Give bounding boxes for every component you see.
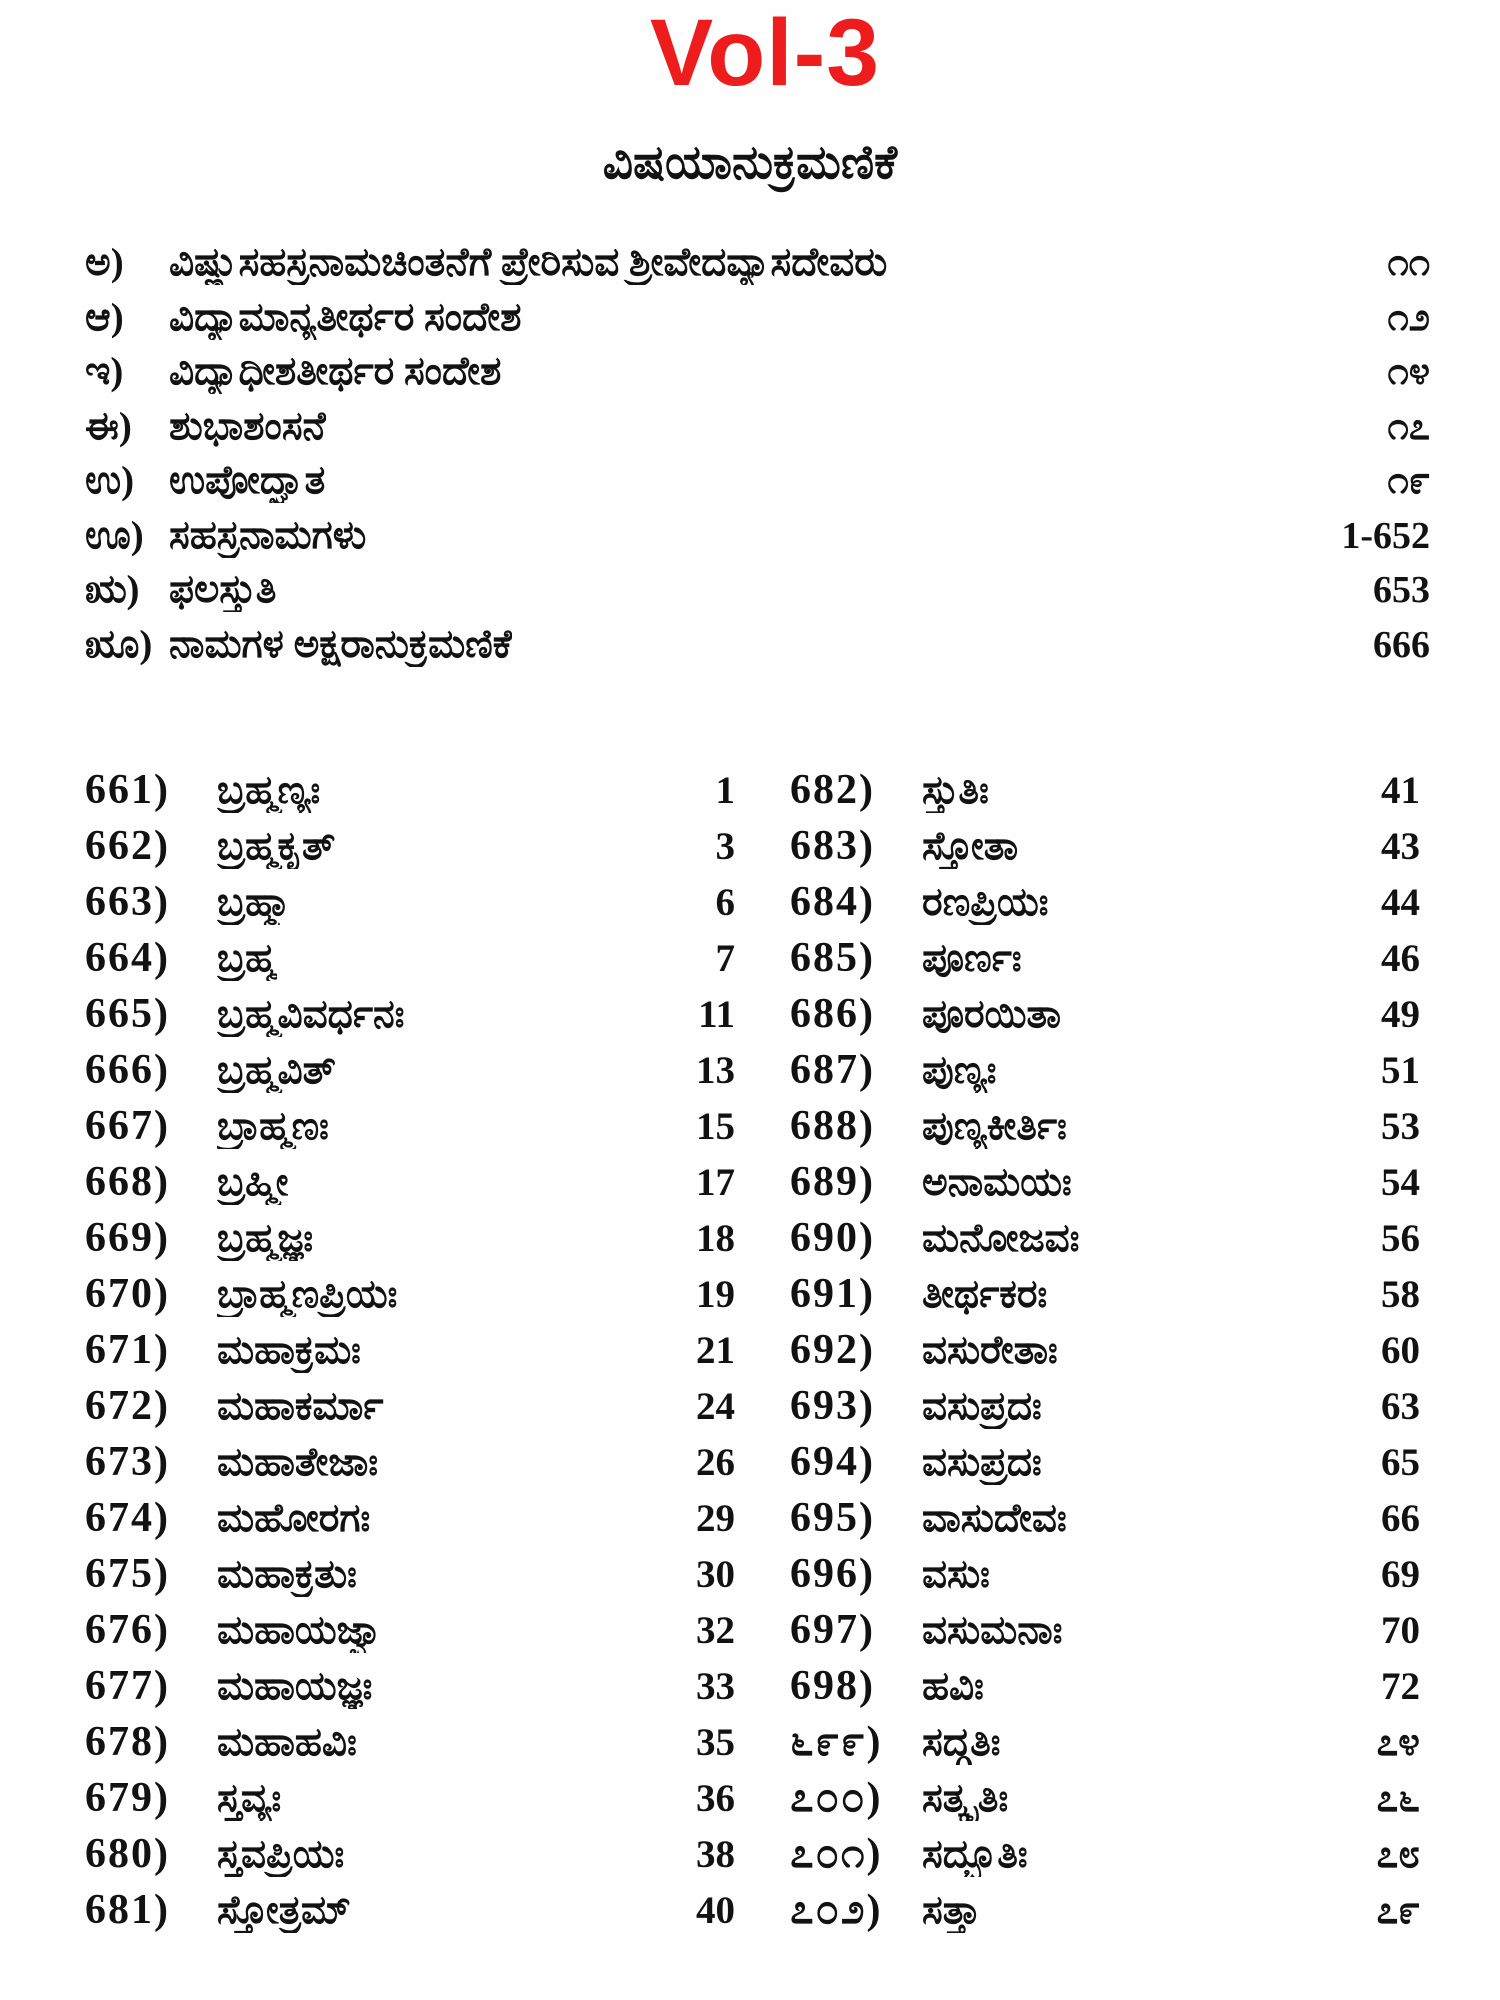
entry-page-number: 35 <box>696 1721 735 1764</box>
section-title: ನಾಮಗಳ ಅಕ್ಷರಾನುಕ್ರಮಣಿಕೆ <box>169 622 512 666</box>
index-left-column <box>85 766 735 1942</box>
entry-page-number: 13 <box>696 1049 735 1092</box>
entry-page-number: 21 <box>696 1329 735 1372</box>
index-row <box>790 1774 1420 1830</box>
entry-number: 662) <box>85 823 170 869</box>
front-matter-row <box>85 349 1430 404</box>
entry-number: 685) <box>790 935 875 981</box>
section-page-number: ೧೧ <box>1387 242 1430 284</box>
front-matter-row <box>85 404 1430 459</box>
index-row <box>790 1886 1420 1942</box>
entry-number: 666) <box>85 1047 170 1093</box>
entry-name: ಮಹಾಹವಿಃ <box>217 1721 357 1764</box>
entry-page-number: 70 <box>1381 1609 1420 1652</box>
entry-number: 667) <box>85 1103 170 1149</box>
index-row <box>85 1886 735 1942</box>
section-label: ಋ) <box>85 568 140 611</box>
entry-page-number: 19 <box>696 1273 735 1316</box>
index-row <box>85 1438 735 1494</box>
index-row <box>790 1326 1420 1382</box>
entry-number: ೭೦೧) <box>790 1831 883 1877</box>
entry-number: 663) <box>85 879 170 925</box>
entry-name: ಸ್ತೋತ್ರಮ್ <box>217 1889 351 1932</box>
entry-name: ಅನಾಮಯಃ <box>922 1161 1072 1204</box>
section-label: ಊ) <box>85 513 144 557</box>
entry-page-number: 3 <box>715 825 735 868</box>
entry-page-number: 46 <box>1381 937 1420 980</box>
entry-number: 668) <box>85 1159 170 1205</box>
entry-name: ಸತ್ಕೃತಿಃ <box>922 1777 1009 1820</box>
entry-name: ಸದ್ಗತಿಃ <box>922 1721 1001 1764</box>
section-label: ಆ) <box>85 295 124 339</box>
entry-name: ವಾಸುದೇವಃ <box>922 1497 1067 1540</box>
index-row <box>85 934 735 990</box>
entry-name: ಬ್ರಾಹ್ಮಣಃ <box>217 1105 329 1148</box>
entry-number: 661) <box>85 767 170 813</box>
toc-heading: ವಿಷಯಾನುಕ್ರಮಣಿಕೆ <box>602 137 898 189</box>
index-row <box>85 1326 735 1382</box>
section-label: ಅ) <box>85 241 124 284</box>
entry-number: 665) <box>85 991 170 1037</box>
entry-page-number: 18 <box>696 1217 735 1260</box>
entry-name: ಮನೋಜವಃ <box>922 1217 1080 1260</box>
entry-name: ಬ್ರಹ್ಮವಿವರ್ಧನಃ <box>217 993 405 1036</box>
entry-name: ರಣಪ್ರಿಯಃ <box>922 881 1049 924</box>
entry-number: 671) <box>85 1327 170 1373</box>
entry-number: 672) <box>85 1383 170 1429</box>
entry-page-number: 65 <box>1381 1441 1420 1484</box>
entry-name: ಬ್ರಹ್ಮಾ <box>217 881 292 924</box>
entry-number: 682) <box>790 767 875 813</box>
entry-name: ಪುಣ್ಯಕೀರ್ತಿಃ <box>922 1105 1067 1148</box>
section-label: ಈ) <box>85 404 132 448</box>
entry-name: ವಸುರೇತಾಃ <box>922 1329 1058 1372</box>
index-row <box>790 1102 1420 1158</box>
entry-name: ಸ್ತೋತಾ <box>922 825 1019 868</box>
index-row <box>790 1046 1420 1102</box>
index-row <box>790 1382 1420 1438</box>
entry-page-number: 43 <box>1381 825 1420 868</box>
entry-name: ವಸುಪ್ರದಃ <box>922 1441 1042 1484</box>
entry-number: 673) <box>85 1439 170 1485</box>
index-row <box>85 822 735 878</box>
entry-page-number: 38 <box>696 1833 735 1876</box>
entry-page-number: 56 <box>1381 1217 1420 1260</box>
section-title: ವಿಷ್ಣುಸಹಸ್ರನಾಮಚಿಂತನೆಗೆ ಪ್ರೇರಿಸುವ ಶ್ರೀವೇದವ್ಯಾಸದೇವರು <box>169 241 888 284</box>
entry-page-number: 51 <box>1381 1049 1420 1092</box>
entry-page-number: 26 <box>696 1441 735 1484</box>
entry-name: ಮಹಾಕರ್ಮಾ <box>217 1385 384 1428</box>
index-row <box>85 1830 735 1886</box>
entry-page-number: 29 <box>696 1497 735 1540</box>
index-row <box>85 1102 735 1158</box>
entry-number: 692) <box>790 1327 875 1373</box>
section-label: ಇ) <box>85 350 124 393</box>
index-row <box>790 1606 1420 1662</box>
entry-number: 684) <box>790 879 875 925</box>
index-row <box>790 1270 1420 1326</box>
entry-page-number: 66 <box>1381 1497 1420 1540</box>
volume-title: Vol-3 <box>649 0 881 106</box>
entry-page-number: 54 <box>1381 1161 1420 1204</box>
entry-page-number: 58 <box>1381 1273 1420 1316</box>
section-page-number: ೧೭ <box>1387 405 1430 448</box>
entry-page-number: 40 <box>696 1889 735 1932</box>
entry-name: ಮಹಾಕ್ರತುಃ <box>217 1553 357 1596</box>
entry-page-number: 60 <box>1381 1329 1420 1372</box>
entry-name: ಪುಣ್ಯಃ <box>922 1049 997 1092</box>
index-row <box>85 1774 735 1830</box>
entry-page-number: 24 <box>696 1385 735 1428</box>
entry-name: ಮಹಾಕ್ರಮಃ <box>217 1329 361 1372</box>
entry-page-number: 32 <box>696 1609 735 1652</box>
index-row <box>790 1494 1420 1550</box>
index-row <box>85 1214 735 1270</box>
entry-page-number: 41 <box>1381 769 1420 812</box>
entry-page-number: 69 <box>1381 1553 1420 1596</box>
entry-name: ಪೂರಯಿತಾ <box>922 993 1061 1036</box>
section-page-number: ೧೨ <box>1387 296 1430 339</box>
entry-name: ಮಹಾತೇಜಾಃ <box>217 1441 379 1484</box>
entry-page-number: 17 <box>696 1161 735 1204</box>
index-row <box>790 990 1420 1046</box>
front-matter-row <box>85 458 1430 513</box>
entry-number: 694) <box>790 1439 875 1485</box>
entry-number: 674) <box>85 1495 170 1541</box>
entry-page-number: ೭೯ <box>1376 1889 1420 1932</box>
index-row <box>790 822 1420 878</box>
entry-number: 675) <box>85 1551 170 1597</box>
entry-name: ಬ್ರಹ್ಮೀ <box>217 1161 289 1204</box>
name-index <box>85 766 1420 1942</box>
entry-number: 669) <box>85 1215 170 1261</box>
index-row <box>85 1606 735 1662</box>
entry-name: ಸತ್ತಾ <box>922 1889 981 1932</box>
index-row <box>790 878 1420 934</box>
entry-number: 681) <box>85 1887 170 1933</box>
section-label: ೠ) <box>85 622 153 666</box>
front-matter-row <box>85 513 1430 568</box>
index-row <box>790 1438 1420 1494</box>
entry-name: ಬ್ರಹ್ಮಣ್ಯಃ <box>217 769 321 812</box>
index-row <box>790 1158 1420 1214</box>
entry-number: 696) <box>790 1551 875 1597</box>
entry-number: 664) <box>85 935 170 981</box>
entry-page-number: 44 <box>1381 881 1420 924</box>
section-page-number: 1-652 <box>1341 514 1430 557</box>
entry-number: 695) <box>790 1495 875 1541</box>
entry-name: ಬ್ರಹ್ಮಕೃತ್ <box>217 825 336 868</box>
entry-name: ಬ್ರಹ್ಮವಿತ್ <box>217 1049 336 1092</box>
index-row <box>790 1830 1420 1886</box>
index-row <box>790 1662 1420 1718</box>
section-page-number: ೧೯ <box>1387 460 1430 502</box>
entry-number: 680) <box>85 1831 170 1877</box>
entry-page-number: ೭೬ <box>1376 1777 1420 1820</box>
entry-number: 698) <box>790 1663 875 1709</box>
index-row <box>85 1382 735 1438</box>
entry-page-number: 53 <box>1381 1105 1420 1148</box>
index-row <box>790 1550 1420 1606</box>
entry-number: ೭೦೦) <box>790 1775 883 1821</box>
entry-number: ೬೯೯) <box>790 1719 883 1765</box>
entry-number: ೭೦೨) <box>790 1887 883 1933</box>
entry-name: ಬ್ರಹ್ಮ <box>217 937 278 980</box>
entry-number: 677) <box>85 1663 170 1709</box>
entry-page-number: 6 <box>715 881 735 924</box>
entry-page-number: 30 <box>696 1553 735 1596</box>
entry-number: 687) <box>790 1047 875 1093</box>
entry-page-number: 72 <box>1381 1665 1420 1708</box>
index-row <box>790 1718 1420 1774</box>
section-title: ಸಹಸ್ರನಾಮಗಳು <box>169 513 367 557</box>
front-matter-row <box>85 295 1430 350</box>
entry-name: ಹವಿಃ <box>922 1665 984 1708</box>
entry-name: ವಸುಪ್ರದಃ <box>922 1385 1042 1428</box>
entry-name: ಸ್ತವಪ್ರಿಯಃ <box>217 1833 345 1876</box>
index-row <box>85 878 735 934</box>
front-matter-list <box>85 240 1430 676</box>
section-page-number: ೧೪ <box>1387 351 1430 393</box>
entry-number: 686) <box>790 991 875 1037</box>
index-row <box>790 766 1420 822</box>
front-matter-row <box>85 622 1430 677</box>
front-matter-row <box>85 567 1430 622</box>
entry-page-number: 15 <box>696 1105 735 1148</box>
entry-name: ಮಹಾಯಜ್ಞಃ <box>217 1665 373 1708</box>
index-row <box>85 1270 735 1326</box>
entry-name: ವಸುಃ <box>922 1553 990 1596</box>
entry-number: 670) <box>85 1271 170 1317</box>
entry-name: ಬ್ರಾಹ್ಮಣಪ್ರಿಯಃ <box>217 1273 398 1316</box>
entry-number: 683) <box>790 823 875 869</box>
index-row <box>85 1550 735 1606</box>
index-row <box>85 1046 735 1102</box>
index-row <box>790 934 1420 990</box>
index-row <box>85 1158 735 1214</box>
index-row <box>85 1662 735 1718</box>
section-title: ಫಲಸ್ತುತಿ <box>169 568 277 611</box>
entry-name: ವಸುಮನಾಃ <box>922 1609 1063 1652</box>
entry-page-number: 33 <box>696 1665 735 1708</box>
entry-number: 697) <box>790 1607 875 1653</box>
index-row <box>85 766 735 822</box>
section-title: ಶುಭಾಶಂಸನೆ <box>169 404 326 448</box>
section-page-number: 666 <box>1373 623 1430 666</box>
entry-page-number: ೭೪ <box>1376 1721 1420 1764</box>
entry-name: ಮಹಾಯಜ್ವಾ <box>217 1609 384 1652</box>
front-matter-row <box>85 240 1430 295</box>
section-label: ಉ) <box>85 459 135 502</box>
entry-name: ಪೂರ್ಣಃ <box>922 937 1022 980</box>
entry-name: ಸದ್ಭೂತಿಃ <box>922 1833 1028 1876</box>
entry-number: 678) <box>85 1719 170 1765</box>
entry-number: 679) <box>85 1775 170 1821</box>
entry-page-number: ೭೮ <box>1376 1833 1420 1876</box>
entry-name: ಸ್ತುತಿಃ <box>922 769 989 812</box>
entry-page-number: 11 <box>698 993 735 1036</box>
entry-page-number: 7 <box>715 937 735 980</box>
entry-name: ಬ್ರಹ್ಮಜ್ಞಃ <box>217 1217 314 1260</box>
index-row <box>85 990 735 1046</box>
section-title: ಉಪೋದ್ಘಾತ <box>169 459 326 502</box>
entry-number: 676) <box>85 1607 170 1653</box>
entry-number: 689) <box>790 1159 875 1205</box>
entry-page-number: 49 <box>1381 993 1420 1036</box>
section-page-number: 653 <box>1373 569 1430 611</box>
index-right-column <box>790 766 1420 1942</box>
entry-number: 691) <box>790 1271 875 1317</box>
entry-name: ತೀರ್ಥಕರಃ <box>922 1273 1048 1316</box>
entry-page-number: 36 <box>696 1777 735 1820</box>
entry-number: 693) <box>790 1383 875 1429</box>
entry-page-number: 63 <box>1381 1385 1420 1428</box>
index-row <box>85 1494 735 1550</box>
entry-page-number: 1 <box>715 769 735 812</box>
index-row <box>85 1718 735 1774</box>
entry-number: 688) <box>790 1103 875 1149</box>
section-title: ವಿದ್ಯಾಧೀಶತೀರ್ಥರ ಸಂದೇಶ <box>169 350 502 393</box>
section-title: ವಿದ್ಯಾಮಾನ್ಯತೀರ್ಥರ ಸಂದೇಶ <box>169 295 522 339</box>
entry-name: ಸ್ತವ್ಯಃ <box>217 1777 282 1820</box>
entry-number: 690) <box>790 1215 875 1261</box>
index-row <box>790 1214 1420 1270</box>
entry-name: ಮಹೋರಗಃ <box>217 1497 371 1540</box>
